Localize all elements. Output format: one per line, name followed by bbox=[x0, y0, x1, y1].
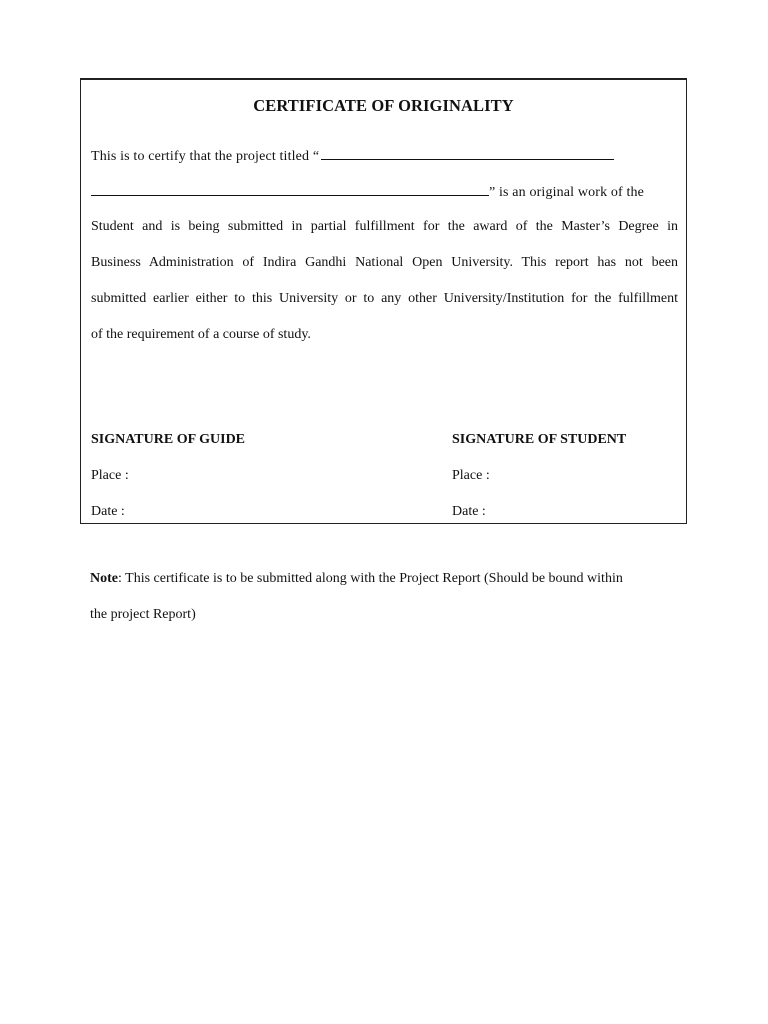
certify-line-2 bbox=[91, 182, 678, 202]
certify-line-1 bbox=[91, 146, 678, 166]
certify-prefix: This is to certify that the project titled “ bbox=[91, 149, 320, 164]
body-line-4: Business Administration of Indira Gandhi National Open University. This report has not been bbox=[91, 255, 678, 270]
student-place-label: Place : bbox=[452, 468, 490, 483]
project-title-blank-1 bbox=[321, 146, 614, 160]
body-line-5: submitted earlier either to this University or to any other University/Institution for the fulfillment bbox=[91, 291, 678, 306]
body-line-3: Student and is being submitted in partial fulfillment for the award of the Master’s Degree in bbox=[91, 219, 678, 234]
guide-date-label: Date : bbox=[91, 504, 125, 519]
certificate-box bbox=[80, 78, 687, 524]
certificate-title: CERTIFICATE OF ORIGINALITY bbox=[253, 96, 514, 115]
student-signature-label: SIGNATURE OF STUDENT bbox=[452, 432, 627, 447]
guide-place-label: Place : bbox=[91, 468, 129, 483]
student-date-label: Date : bbox=[452, 504, 486, 519]
note-line-2: the project Report) bbox=[90, 607, 196, 622]
guide-signature-label: SIGNATURE OF GUIDE bbox=[91, 432, 246, 447]
project-title-blank-2 bbox=[91, 182, 489, 196]
note-text-1: : This certificate is to be submitted along with the Project Report (Should be bound within bbox=[118, 571, 623, 586]
body-line-6: of the requirement of a course of study. bbox=[91, 327, 311, 342]
certify-suffix: ” is an original work of the bbox=[489, 185, 645, 200]
note-line-1 bbox=[90, 570, 680, 588]
note-label: Note bbox=[90, 571, 118, 586]
